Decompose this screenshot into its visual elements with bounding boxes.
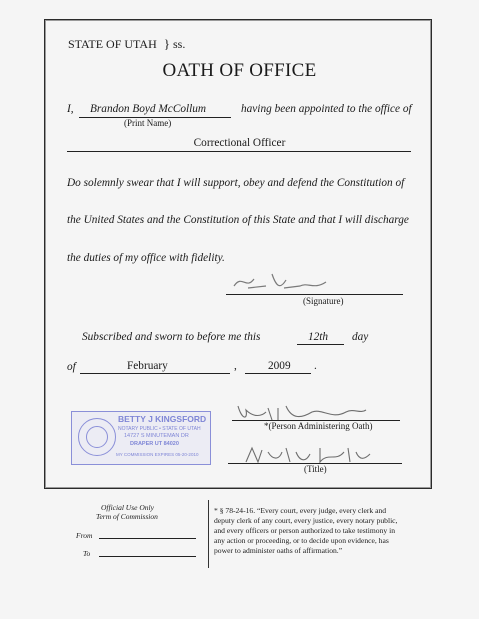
statute-line-3: and every officers or person authorized to take testimony in [214, 526, 395, 535]
stamp-line-4: MY COMMISSION EXPIRES 05-20-2010 [116, 452, 199, 457]
date-period: . [314, 360, 317, 372]
page-title: OATH OF OFFICE [162, 60, 317, 81]
official-use-label: Official Use Only [101, 503, 154, 512]
stamp-line-3: DRAPER UT 84020 [130, 441, 179, 447]
statute-line-4: any action or proceeding, or to decide upon evidence, has [214, 536, 389, 545]
stamp-name: BETTY J KINGSFORD [118, 414, 207, 424]
stamp-line-1: NOTARY PUBLIC • STATE OF UTAH [118, 426, 201, 432]
from-line [99, 538, 196, 539]
month-value: February [127, 360, 168, 372]
of-label: of [67, 361, 76, 373]
print-name-caption: (Print Name) [124, 118, 172, 128]
oath-prefix: I, [67, 103, 74, 115]
day-underline [297, 344, 344, 345]
year-value: 2009 [268, 360, 291, 372]
printed-name: Brandon Boyd McCollum [90, 103, 207, 115]
term-label: Term of Commission [96, 512, 158, 521]
day-label: day [352, 331, 369, 343]
administrator-caption: *(Person Administering Oath) [264, 421, 373, 431]
statute-line-2: deputy clerk of any court, every justice, every notary public, [214, 516, 398, 525]
statute-line-1: * § 78-24-16. “Every court, every judge, every clerk and [214, 506, 387, 515]
office-value: Correctional Officer [193, 137, 286, 149]
oath-line-2: the United States and the Constitution of this State and that I will discharge [67, 214, 409, 226]
stamp-line-2: 14727 S MINUTEMAN DR [124, 433, 189, 439]
from-label: From [76, 531, 93, 540]
to-label: To [83, 549, 91, 558]
statute-line-5: power to administer oaths of affirmation.” [214, 546, 343, 555]
oath-line-1: Do solemnly swear that I will support, obey and defend the Constitution of [67, 177, 405, 189]
footer-divider [208, 500, 209, 568]
year-underline [245, 373, 311, 374]
month-underline [80, 373, 230, 374]
state-heading: STATE OF UTAH } ss. [68, 36, 186, 51]
title-caption: (Title) [304, 464, 327, 474]
notary-stamp [71, 411, 211, 465]
to-line [99, 556, 196, 557]
signature-line [226, 294, 403, 295]
subscribed-text: Subscribed and sworn to before me this [82, 331, 261, 343]
office-underline [67, 151, 411, 152]
date-comma: , [234, 360, 237, 372]
oath-line-3: the duties of my office with fidelity. [67, 252, 225, 264]
notary-seal-icon [78, 418, 116, 456]
appointed-text: having been appointed to the office of [241, 103, 412, 115]
signature-caption: (Signature) [303, 296, 344, 306]
day-value: 12th [308, 331, 329, 343]
signature-scribble [228, 270, 348, 296]
